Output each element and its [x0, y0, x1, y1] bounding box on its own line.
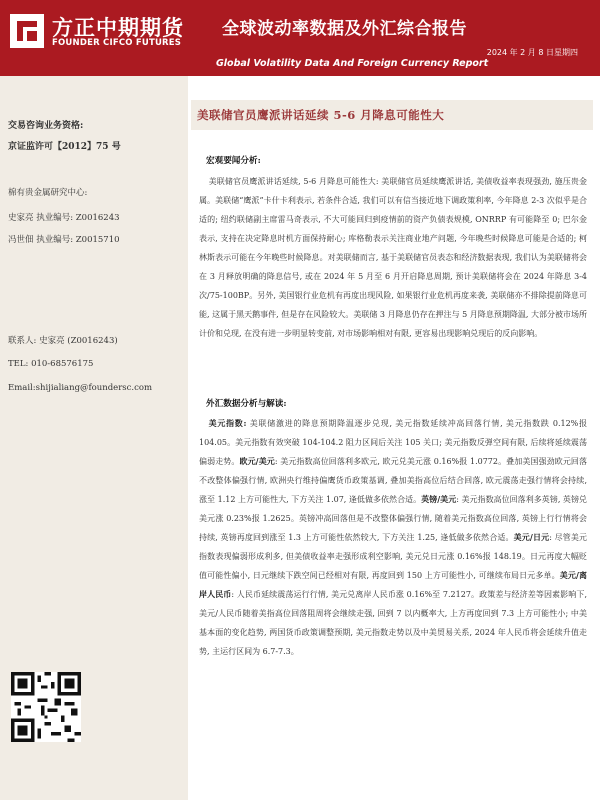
section-heading-fx: 外汇数据分析与解读: — [206, 399, 287, 409]
qualification-value: 京证监许可【2012】75 号 — [8, 142, 121, 152]
research-center: 棉有贵金属研究中心: — [8, 188, 88, 198]
eur-usd-label: 欧元/美元 — [239, 456, 275, 466]
company-name-en: FOUNDER CIFCO FUTURES — [52, 38, 182, 48]
report-title-en: Global Volatility Data And Foreign Currency Report — [216, 58, 489, 69]
usd-jpy-label: 美元/日元 — [513, 532, 550, 542]
usd-index-label: 美元指数: — [208, 418, 247, 428]
company-name-cn: 方正中期期货 — [52, 16, 184, 40]
gbp-usd-label: 英镑/美元 — [421, 494, 457, 504]
section-heading-macro: 宏观要闻分析: — [206, 156, 261, 166]
report-date: 2024 年 2 月 8 日星期四 — [486, 48, 578, 57]
analyst-item: 史家亮 执业编号: Z0016243 — [8, 213, 120, 223]
contact-person: 联系人: 史家亮 (Z0016243) — [8, 336, 118, 346]
usd-cnh-text: : 人民币延续震荡运行行情, 美元兑离岸人民币涨 0.16%至 7.2127。政策差与经济差等因素影响下, 美元/人民币随着美指高位回落阻周将会继续走强, 回到 7 以内概率大, 上方再度回到 7.3 上方可能性小; 中美基本面的变化趋势, 两国货币政策调整预期, 美元指数走势以及中美贸易关系, 2024 年人民币将会延续升值走势, 主运行区间为 6.7-7.3。 — [199, 590, 588, 656]
founder-logo-icon — [10, 14, 44, 48]
qr-code-icon — [11, 672, 81, 742]
usd-index-text: 美联储激进的降息预期降温逐步兑现, 美元指数延续冲高回落行情, 美元指数跌 0.12%报 104.05。美元指数有效突破 104-104.2 阻力区间后关注 105 关口; 美元指数反弹空间有限, 后续将延续震荡偏弱走势。 — [199, 419, 588, 466]
eur-usd-text: : 美元指数高位回落利多欧元, 欧元兑美元涨 0.16%报 1.0772。叠加美国强劲欧元回落不改整体偏强行情, 欧洲央行维持偏鹰货币政策基调, 叠加美指高位后结合回落, 欧元震荡走强行情将会持续, 涨至 1.12 上方可能性大, 下方关注 1.07, 逢低做多依然合适。 — [199, 457, 588, 504]
usd-cnh-label: 美元/离岸人民币 — [199, 570, 588, 599]
gbp-usd-text: : 美元指数高位回落利多英镑, 英镑兑美元涨 0.23%报 1.2625。英镑冲高回落但是不改整体偏强行情, 随着美元指数高位回落, 英镑上行行情将会持续, 英镑再度回到涨至 1.3 上方可能性依然较大, 下方关注 1.25, 逢低做多依然合适。 — [199, 495, 587, 542]
macro-analysis-paragraph: 美联储官员鹰派讲话延续, 5-6 月降息可能性大: 美联储官员延续鹰派讲话, 美债收益率表现强劲, 施压贵金属。美联储“鹰派”卡什卡利表示, 若条件合适, 我们可以有信当接近地下调政策利率, 今年降息 2-3 次似乎是合适的; 纽约联储副主席雷马奇表示, 不大可能回归到疫情前的资产负债表规模, ONRRP 有可能降至 0; 巴尔金表示, 支持在决定降息时机方面保持耐心; 库格勒表示关注商业地产问题, 今年晚些时候降息可能是合适的; 柯林斯表示可能在今年晚些时候降息。对美联储而言, 基于美联储官员表态和经济数据表现, 我们认为美联储将会在 3 月释放明确的降息信号, 或在 2024 年 5 月至 6 月开启降息周期, 预计美联储将会在 2024 年降息 3-4 次/75-100BP。另外, 美国银行业危机有再度出现风险, 如果银行业危机再度来袭, 美联储亦不排除提前降息可能, 这属于黑天鹅事件, 但是存在风险较大。美联储 3 月降息仍存在押注与 5 月降息预期降温, 大部分被市场所计价和兑现, 在没有进一步明显转变前, 对市场影响相对有限, 更容易出现影响兑现后的反向影响。 — [199, 177, 587, 338]
qualification-label: 交易咨询业务资格: — [8, 121, 84, 131]
usd-jpy-text: : 尽管美元指数表现偏弱形成利多, 但美债收益率走强形成利空影响, 美元兑日元涨 0.16%报 148.19。日元再度大幅贬值可能性偏小, 日元继续下跌空间已经相对有限, 再度回到 150 上方可能性小, 可继续布局日元多单。 — [199, 533, 588, 580]
analyst-item: 冯世佃 执业编号: Z0015710 — [8, 235, 120, 245]
contact-tel: TEL: 010-68576175 — [8, 359, 94, 369]
report-header — [0, 0, 600, 76]
report-title-cn: 全球波动率数据及外汇综合报告 — [222, 19, 467, 39]
article-title: 美联储官员鹰派讲话延续 5-6 月降息可能性大 — [191, 100, 593, 130]
fx-analysis-paragraph — [199, 414, 587, 661]
contact-email[interactable]: Email:shijialiang@foundersc.com — [8, 383, 153, 393]
